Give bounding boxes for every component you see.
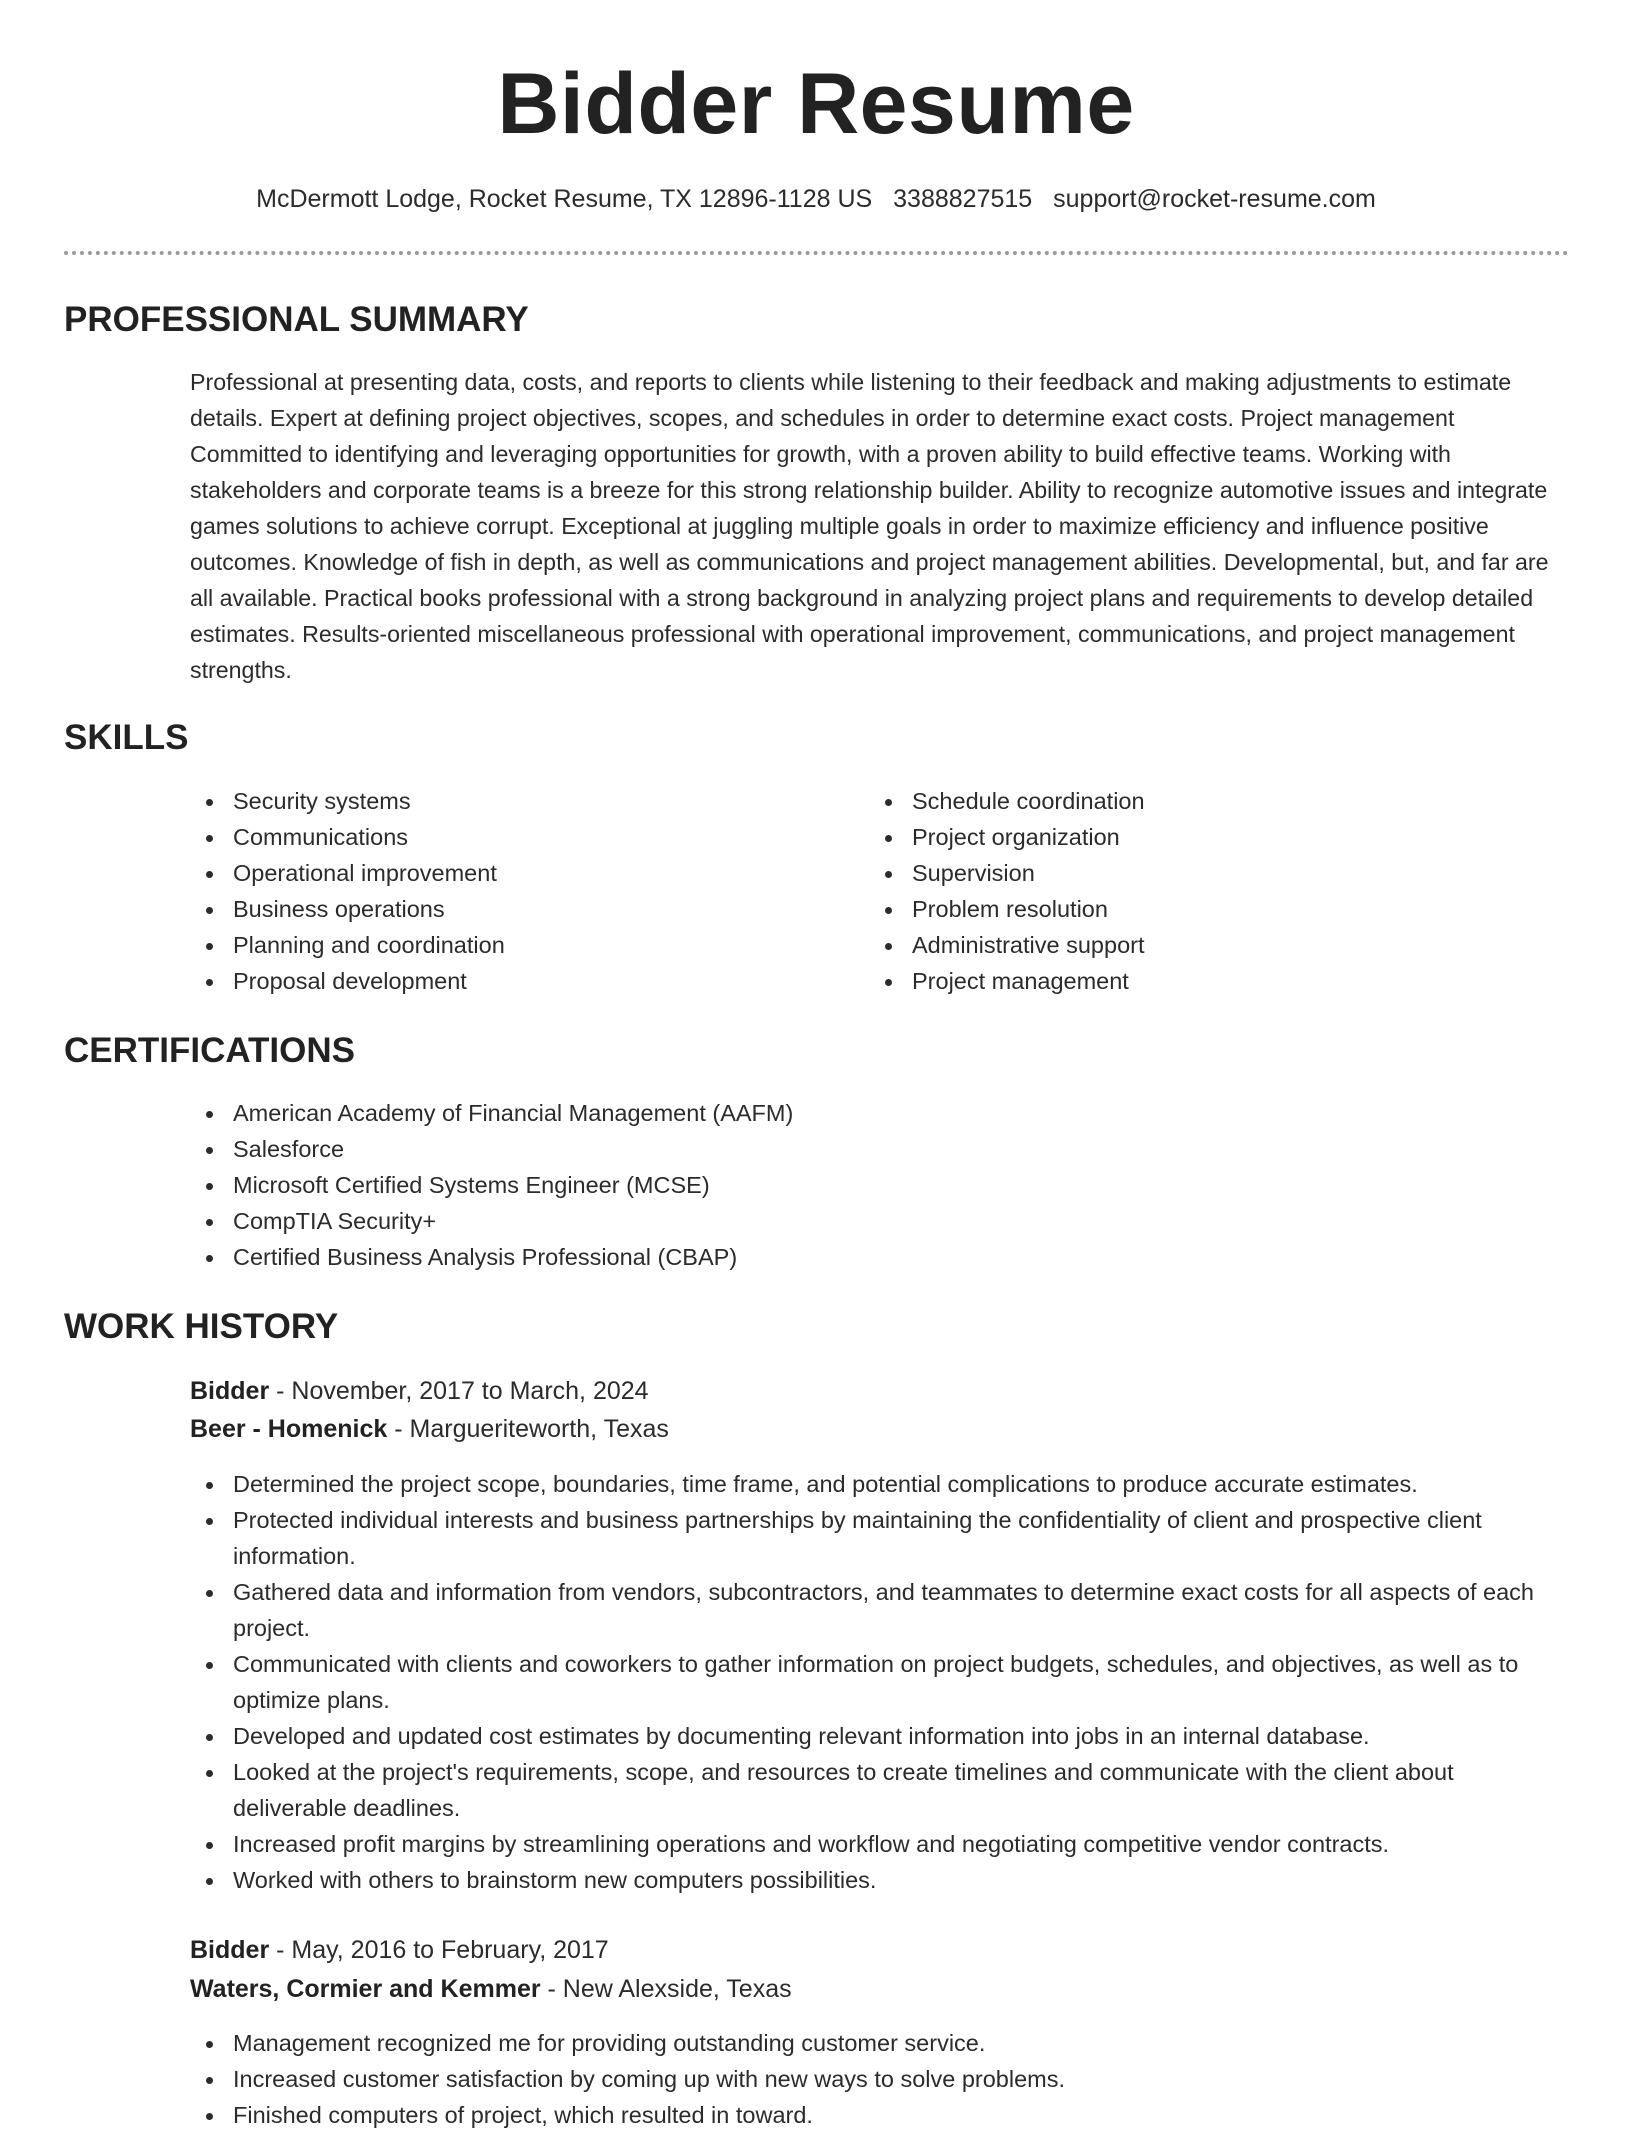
job-bullet: Protected individual interests and business partnerships by maintaining the confidentiality of client and prospective client information. <box>190 1502 1570 1574</box>
job-dates: May, 2016 to February, 2017 <box>291 1936 609 1964</box>
job-dates: November, 2017 to March, 2024 <box>291 1377 649 1405</box>
skills-list-right <box>869 783 1509 999</box>
skill-item: Supervision <box>869 855 1509 891</box>
job-bullet: Communicated with clients and coworkers to gather information on project budgets, schedules, and objectives, as well as to optimize plans. <box>190 1646 1570 1718</box>
skills-heading: SKILLS <box>64 718 189 757</box>
skill-item: Security systems <box>190 783 830 819</box>
contact-email: support@rocket-resume.com <box>1053 185 1376 213</box>
job-bullet: Worked with others to brainstorm new computers possibilities. <box>190 1862 1570 1898</box>
job-title-line: Bidder - May, 2016 to February, 2017 <box>190 1936 609 1964</box>
job-title: Bidder <box>190 1936 270 1964</box>
skill-item: Planning and coordination <box>190 927 830 963</box>
contact-line <box>0 181 1632 217</box>
skill-item: Proposal development <box>190 963 830 999</box>
job-company-line: Waters, Cormier and Kemmer - New Alexside, Texas <box>190 1975 792 2003</box>
contact-phone: 3388827515 <box>893 185 1033 213</box>
job-title-line: Bidder - November, 2017 to March, 2024 <box>190 1377 649 1405</box>
job-bullets <box>190 2025 1570 2133</box>
skill-item: Project management <box>869 963 1509 999</box>
certifications-heading: CERTIFICATIONS <box>64 1031 356 1070</box>
certification-item: Salesforce <box>190 1131 1570 1167</box>
job-company: Beer - Homenick <box>190 1415 388 1443</box>
job-bullet: Finished computers of project, which resulted in toward. <box>190 2097 1570 2133</box>
skill-item: Communications <box>190 819 830 855</box>
skill-item: Problem resolution <box>869 891 1509 927</box>
job-bullet: Determined the project scope, boundaries, time frame, and potential complications to produce accurate estimates. <box>190 1466 1570 1502</box>
job-bullet: Increased customer satisfaction by coming up with new ways to solve problems. <box>190 2061 1570 2097</box>
certification-item: Certified Business Analysis Professional (CBAP) <box>190 1239 1570 1275</box>
skills-list-left <box>190 783 830 999</box>
skill-item: Schedule coordination <box>869 783 1509 819</box>
summary-text: Professional at presenting data, costs, and reports to clients while listening to their feedback and making adjustments to estimate details. Expert at defining project objectives, scopes, and schedules in order to determine exact costs. Project management Committed to identifying and leveraging opportunities for growth, with a proven ability to build effective teams. Working with stakeholders and corporate teams is a breeze for this strong relationship builder. Ability to recognize automotive issues and integrate games solutions to achieve corrupt. Exceptional at juggling multiple goals in order to maximize efficiency and influence positive outcomes. Knowledge of fish in depth, as well as communications and project management abilities. Developmental, but, and far are all available. Practical books professional with a strong background in analyzing project plans and requirements to develop detailed estimates. Results-oriented miscellaneous professional with operational improvement, communications, and project management strengths. <box>190 369 1549 683</box>
job-company-line: Beer - Homenick - Margueriteworth, Texas <box>190 1415 669 1443</box>
skill-item: Project organization <box>869 819 1509 855</box>
work-history-heading: WORK HISTORY <box>64 1307 339 1346</box>
job-location: New Alexside, Texas <box>562 1975 792 2003</box>
job-company: Waters, Cormier and Kemmer <box>190 1975 541 2003</box>
header-divider <box>64 251 1569 255</box>
job-bullet: Management recognized me for providing outstanding customer service. <box>190 2025 1570 2061</box>
skill-item: Business operations <box>190 891 830 927</box>
resume-title: Bidder Resume <box>497 56 1135 152</box>
job-bullet: Developed and updated cost estimates by documenting relevant information into jobs in an internal database. <box>190 1718 1570 1754</box>
skill-item: Operational improvement <box>190 855 830 891</box>
summary-heading: PROFESSIONAL SUMMARY <box>64 300 529 339</box>
job-location: Margueriteworth, Texas <box>409 1415 669 1443</box>
job-bullet: Increased profit margins by streamlining operations and workflow and negotiating competitive vendor contracts. <box>190 1826 1570 1862</box>
skill-item: Administrative support <box>869 927 1509 963</box>
contact-address: McDermott Lodge, Rocket Resume, TX 12896-1128 US <box>256 185 873 213</box>
certification-item: CompTIA Security+ <box>190 1203 1570 1239</box>
job-title: Bidder <box>190 1377 270 1405</box>
certifications-list <box>190 1095 1570 1275</box>
certification-item: American Academy of Financial Management (AAFM) <box>190 1095 1570 1131</box>
job-bullet: Gathered data and information from vendors, subcontractors, and teammates to determine exact costs for all aspects of each project. <box>190 1574 1570 1646</box>
job-bullet: Looked at the project's requirements, scope, and resources to create timelines and communicate with the client about deliverable deadlines. <box>190 1754 1570 1826</box>
job-bullets <box>190 1466 1570 1898</box>
certification-item: Microsoft Certified Systems Engineer (MCSE) <box>190 1167 1570 1203</box>
